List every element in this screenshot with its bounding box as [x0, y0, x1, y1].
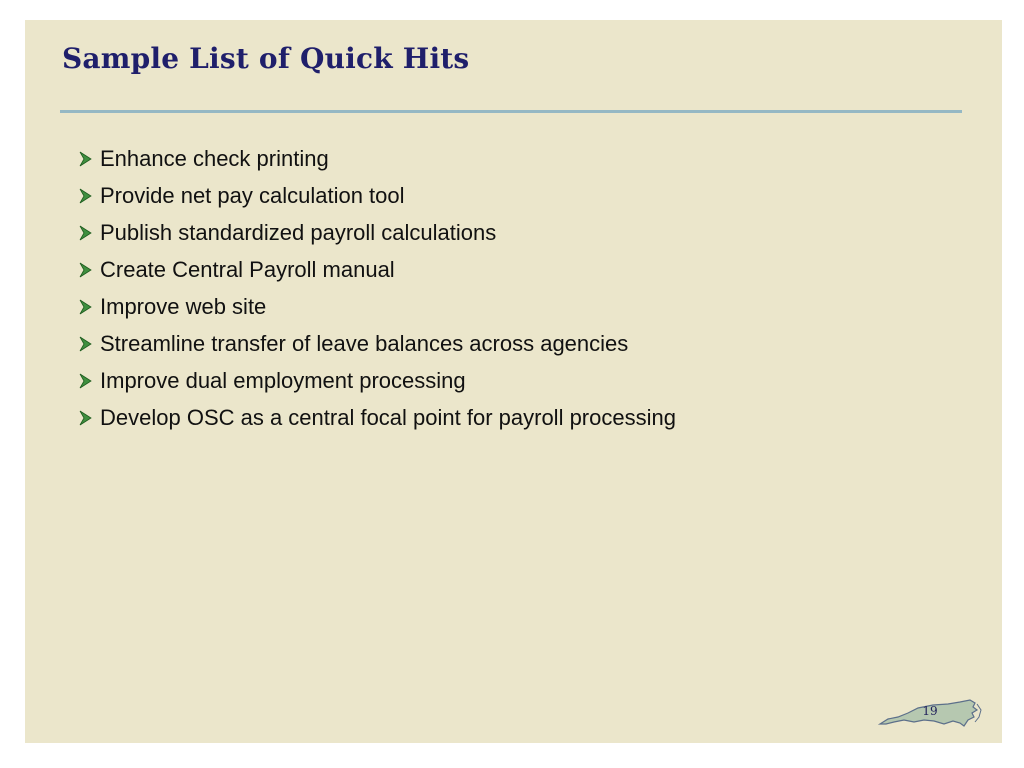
slide-title: Sample List of Quick Hits [62, 42, 470, 75]
bullet-text: Improve web site [100, 293, 267, 319]
bullet-item [78, 362, 676, 399]
arrow-bullet-icon [78, 262, 93, 278]
bullet-item [78, 288, 676, 325]
arrow-bullet-icon [78, 336, 93, 352]
arrow-bullet-icon [78, 151, 93, 167]
arrow-bullet-icon [78, 373, 93, 389]
bullet-item [78, 325, 676, 362]
bullet-text: Provide net pay calculation tool [100, 182, 405, 208]
arrow-bullet-icon [78, 188, 93, 204]
bullet-text: Improve dual employment processing [100, 367, 466, 393]
page-number: 19 [922, 704, 938, 718]
arrow-bullet-icon [78, 299, 93, 315]
arrow-bullet-icon [78, 225, 93, 241]
bullet-item [78, 251, 676, 288]
bullet-text: Streamline transfer of leave balances across agencies [100, 330, 629, 356]
bullet-item [78, 214, 676, 251]
bullet-text: Enhance check printing [100, 145, 329, 171]
bullet-text: Publish standardized payroll calculations [100, 219, 497, 245]
bullet-item [78, 399, 676, 436]
bullet-text: Create Central Payroll manual [100, 256, 395, 282]
bullet-item [78, 140, 676, 177]
bullet-text: Develop OSC as a central focal point for payroll processing [100, 404, 676, 430]
title-divider [60, 110, 962, 113]
slide [25, 20, 1002, 743]
bullet-list [78, 140, 676, 436]
bullet-item [78, 177, 676, 214]
arrow-bullet-icon [78, 410, 93, 426]
